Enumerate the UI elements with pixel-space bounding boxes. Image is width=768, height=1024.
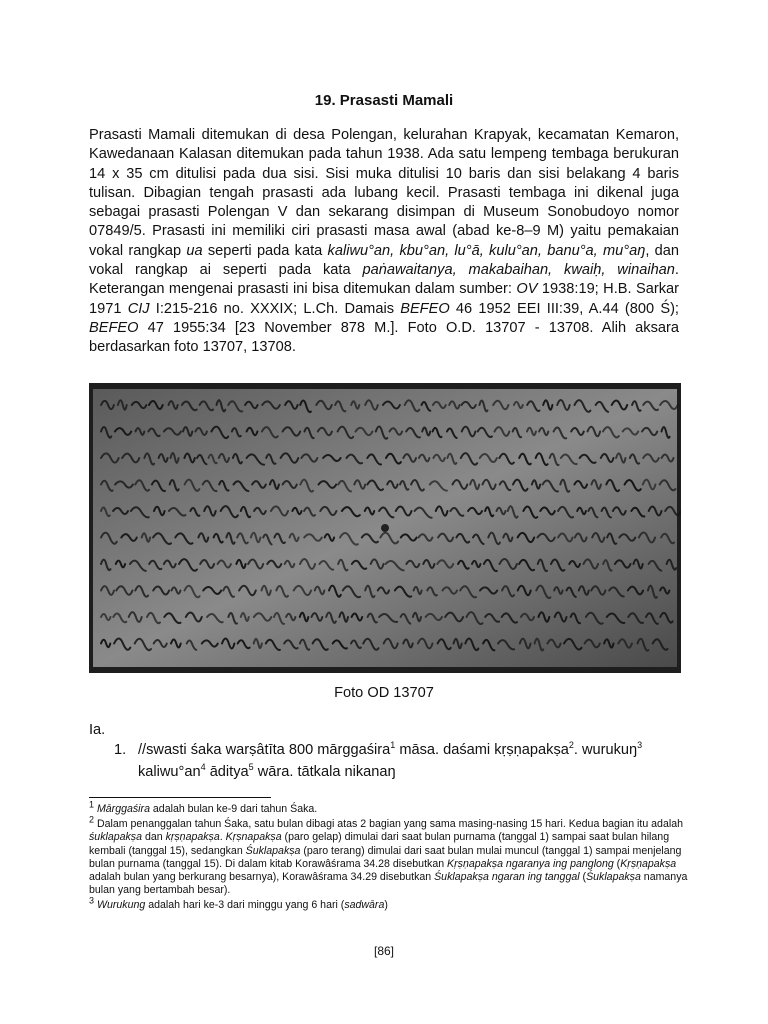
page-title: 19. Prasasti Mamali (314, 92, 454, 109)
text-run: 1938:19; H.B. Sarkar 1971 (89, 281, 679, 317)
footnote-ref[interactable]: 3 (637, 740, 643, 751)
footnotes (89, 799, 689, 915)
text-run: (paro terang) dimulai dari saat bulan mulai muncul (tanggal 1) sampai menjelang bulan purnama (tanggal 15). Di dalam kitab Korawâśrama 34.28 disebutkan (89, 844, 682, 870)
italic-term: Śuklapakṣa (245, 844, 301, 857)
text-run: (paro gelap) dimulai dari saat bulan purnama (tanggal 1) sampai saat bulan hilang kembali (tanggal 15), sedangkan (89, 831, 670, 857)
text-run: ) (384, 899, 388, 912)
italic-term: BEFEO (89, 319, 139, 336)
italic-term: Wurukung (96, 899, 146, 912)
italic-term: OV (516, 281, 538, 298)
footnote-ref[interactable]: 1 (390, 740, 396, 751)
italic-term: Śuklapakṣa (586, 871, 641, 884)
transliteration-line-1 (138, 740, 642, 761)
text-run: seperti pada kata (202, 242, 328, 259)
italic-term: Śuklapakṣa ngaran ing tanggal (434, 871, 580, 884)
italic-term: śuklapakṣa (89, 831, 142, 844)
text-run: Dalam penanggalan tahun Śaka, satu bulan dibagi atas 2 bagian yang sama masing-nasing 15 hari. Kedua bagian itu adalah (94, 818, 683, 831)
text-run: adalah bulan yang berkurang besarnya), Korawâśrama 34.29 disebutkan (89, 871, 435, 884)
text-run: namanya bulan yang bertambah besar). (89, 871, 688, 897)
footnote-3 (89, 895, 689, 912)
italic-term: CIJ (127, 300, 150, 317)
intro-paragraph (89, 126, 679, 358)
page-number: [86] (373, 944, 394, 958)
inscription-plate-image (89, 383, 681, 673)
line-number: 1. (114, 742, 127, 758)
photo-caption: Foto OD 13707 (334, 685, 434, 701)
text-run: I:215-216 no. XXXIX; L.Ch. Damais (149, 300, 401, 317)
italic-term: kṛṣṇapakṣa (165, 831, 220, 844)
transliteration-line-2 (138, 762, 396, 783)
italic-term: Kṛṣṇapakṣa (620, 857, 677, 870)
footnote-divider (89, 797, 271, 798)
footnote-number: 1 (89, 799, 95, 810)
text-run: Prasasti Mamali ditemukan di desa Polengan, kelurahan Krapyak, kecamatan Kemaron, Kawedanaan Kalasan ditemukan pada tahun 1938. Ada satu lempeng tembaga berukuran 14 x 35 cm ditulisi pada dua sisi. Sisi muka ditulisi 10 baris dan sisi belakang 4 baris tulisan. Dibagian tengah prasasti ada lubang kecil. Prasasti tembaga ini dikenal juga sebagai prasasti Polengan V dan sekarang disimpan di Museum Sonobudoyo nomor 07849/5. Prasasti ini memiliki ciri prasasti masa awal (abad ke-8–9 M) yaitu pemakaian vokal rangkap (89, 127, 679, 259)
text-run: ( (613, 857, 621, 870)
side-label: Ia. (89, 722, 106, 738)
inscription-photo (89, 383, 681, 673)
italic-term: Mārggaśira (96, 803, 150, 815)
footnote-1 (89, 799, 689, 816)
italic-term: Kṛṣnapakṣa (225, 831, 282, 844)
text-run: 47 1955:34 [23 November 878 M.]. Foto O.D. 13707 - 13708. Alih aksara berdasarkan foto 13707, 13708. (89, 319, 679, 356)
text-run: , dan vokal rangkap ai seperti pada kata (89, 242, 679, 279)
text-run: dan (142, 831, 166, 844)
text-run: adalah bulan ke-9 dari tahun Śaka. (149, 803, 318, 815)
text-run: adalah hari ke-3 dari minggu yang 6 hari ( (145, 899, 345, 912)
italic-term: sadwāra (344, 899, 385, 912)
footnote-ref[interactable]: 2 (568, 740, 574, 751)
text-run: . Keterangan mengenai prasasti ini bisa ditemukan dalam sumber: (89, 262, 679, 298)
italic-term: kaliwu°an, kbu°an, lu°ā, kulu°an, banu°a, mu°aŋ (327, 242, 646, 259)
footnote-2 (89, 814, 689, 897)
footnote-number: 2 (89, 814, 95, 825)
text-run: . (219, 831, 226, 844)
text-run: . wurukuŋ (573, 742, 638, 758)
text-run: māsa. daśami kṛṣṇapakṣa (395, 742, 569, 758)
text-run: //swasti śaka warṣâtīta 800 mārggaśira (138, 742, 391, 758)
text-run: ( (579, 871, 587, 884)
footnote-ref[interactable]: 4 (200, 762, 206, 773)
text-run: wāra. tātkala nikanaŋ (253, 764, 396, 780)
footnote-ref[interactable]: 5 (248, 762, 254, 773)
italic-term: paṅawaitanya, makabaihan, kwaiḥ, winaihan (362, 262, 675, 279)
text-run: 46 1952 EEI III:39, A.44 (800 Ś); (449, 300, 679, 317)
footnote-number: 3 (89, 895, 95, 906)
italic-term: BEFEO (400, 300, 450, 317)
italic-term: Kṛṣṇapakṣa ngaranya ing panglong (447, 857, 614, 870)
text-run: kaliwu°an (138, 764, 201, 780)
text-run: āditya (205, 764, 249, 780)
italic-term: ua (186, 242, 203, 259)
